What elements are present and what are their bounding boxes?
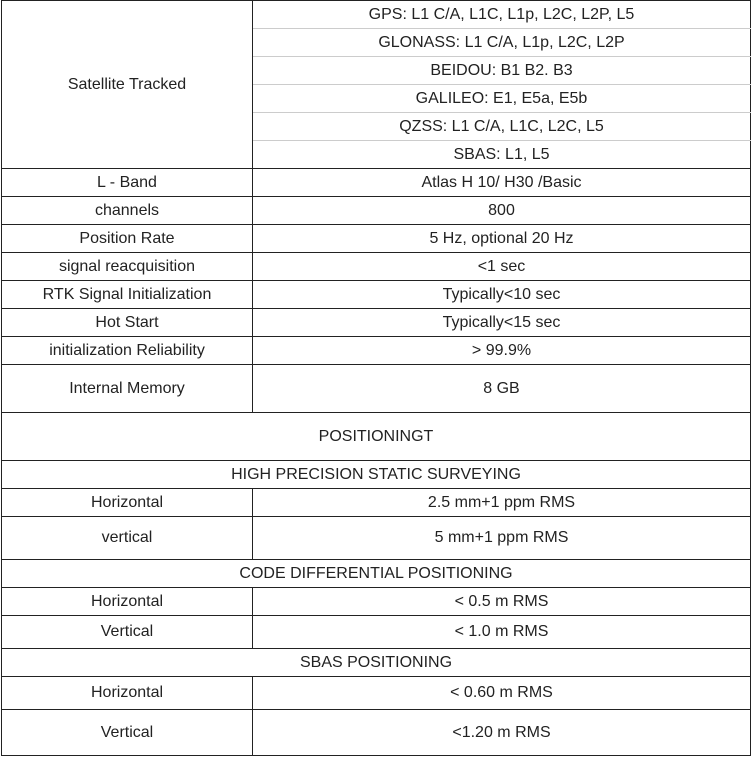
spec-label: initialization Reliability	[2, 337, 253, 365]
spec-value: 5 mm+1 ppm RMS	[253, 517, 751, 560]
table-row	[2, 253, 751, 281]
section-header	[2, 461, 751, 489]
spec-value: > 99.9%	[253, 337, 751, 365]
spec-value: <1.20 m RMS	[253, 710, 751, 756]
code-title: CODE DIFFERENTIAL POSITIONING	[2, 560, 751, 588]
table-row	[2, 197, 751, 225]
satellite-beidou: BEIDOU: B1 B2. B3	[253, 57, 751, 85]
satellite-qzss: QZSS: L1 C/A, L1C, L2C, L5	[253, 113, 751, 141]
positioning-title: POSITIONINGT	[2, 413, 751, 461]
spec-label: L - Band	[2, 169, 253, 197]
section-header	[2, 649, 751, 677]
satellite-galileo: GALILEO: E1, E5a, E5b	[253, 85, 751, 113]
table-row	[2, 489, 751, 517]
spec-label: vertical	[2, 517, 253, 560]
spec-label: Horizontal	[2, 489, 253, 517]
satellite-glonass: GLONASS: L1 C/A, L1p, L2C, L2P	[253, 29, 751, 57]
table-row	[2, 1, 751, 29]
satellite-gps: GPS: L1 C/A, L1C, L1p, L2C, L2P, L5	[253, 1, 751, 29]
spec-label: signal reacquisition	[2, 253, 253, 281]
table-row	[2, 309, 751, 337]
spec-label: channels	[2, 197, 253, 225]
section-header	[2, 413, 751, 461]
spec-label: Vertical	[2, 616, 253, 649]
spec-value: Typically<10 sec	[253, 281, 751, 309]
spec-value: 800	[253, 197, 751, 225]
spec-label: RTK Signal Initialization	[2, 281, 253, 309]
spec-value: 2.5 mm+1 ppm RMS	[253, 489, 751, 517]
spec-value: Atlas H 10/ H30 /Basic	[253, 169, 751, 197]
spec-label: Internal Memory	[2, 365, 253, 413]
table-row	[2, 337, 751, 365]
spec-label: Hot Start	[2, 309, 253, 337]
spec-value: 5 Hz, optional 20 Hz	[253, 225, 751, 253]
table-row	[2, 169, 751, 197]
static-title: HIGH PRECISION STATIC SURVEYING	[2, 461, 751, 489]
spec-label: Horizontal	[2, 588, 253, 616]
spec-value: Typically<15 sec	[253, 309, 751, 337]
table-row	[2, 365, 751, 413]
spec-value: < 0.60 m RMS	[253, 677, 751, 710]
spec-value: 8 GB	[253, 365, 751, 413]
spec-value: < 0.5 m RMS	[253, 588, 751, 616]
table-row	[2, 616, 751, 649]
table-row	[2, 588, 751, 616]
spec-label: Horizontal	[2, 677, 253, 710]
spec-label: Position Rate	[2, 225, 253, 253]
spec-value: < 1.0 m RMS	[253, 616, 751, 649]
sbas-title: SBAS POSITIONING	[2, 649, 751, 677]
table-row	[2, 225, 751, 253]
satellite-sbas: SBAS: L1, L5	[253, 141, 751, 169]
section-header	[2, 560, 751, 588]
table-row	[2, 281, 751, 309]
spec-table	[1, 0, 751, 756]
spec-value: <1 sec	[253, 253, 751, 281]
table-row	[2, 677, 751, 710]
table-row	[2, 517, 751, 560]
table-row	[2, 710, 751, 756]
satellite-label: Satellite Tracked	[2, 1, 253, 169]
spec-label: Vertical	[2, 710, 253, 756]
